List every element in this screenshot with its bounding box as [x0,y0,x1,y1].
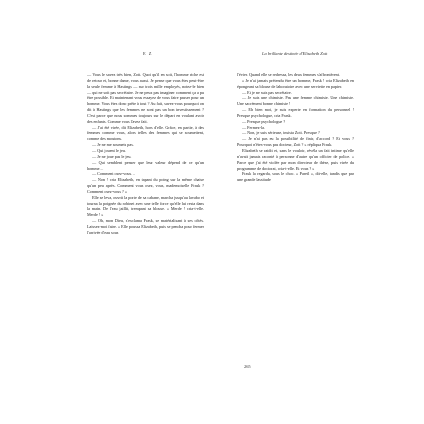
paragraph: — Oh, mon Dieu, s'exclama Frask, se matérialisant à ses côtés. Laissez-moi faire. » Elle poussa Elizabeth, puis se pencha pour fermer l'arrivée d'eau sous [87,218,204,235]
paragraph: Elizabeth se raidit et, sans le vouloir, révéla un fait intime qu'elle n'avait jamais raconté à personne d'autre qu'un officier de police. « Parce que j'ai été violée par mon directeur de thèse, puis virée du programme de doctorat, cria-t-elle. Et vous ? » [237,147,354,171]
paragraph: — J'ai été virée, dit Elizabeth, hors d'elle. Grâce, en partie, à des femmes comme vous, alors telles des femmes qui se soumettent, comme des moutons. [87,124,204,142]
paragraph: — Non ! cria Elizabeth, en tapant du poing sur la même chaise qu'un peu après. Comment vous osez, vous, mademoiselle Frask ? Comment osez-vous ? » [87,177,204,194]
paragraph: — Vous le savez très bien, Zott. Quoi qu'il en soit, l'homme riche est de retour et, bonne dame, vous aussi. Je pense que vous êtes peut-être la seule femme à Hastings — sur trois mille employés, notez-le bien — qui ne soit pas secrétaire. Je ne peux pas imaginer comment ça a pu être possible. Et maintenant vous essayez de vous faire passer pour un homme. Vous êtes donc prête à tout ? Au fait, savez-vous pourquoi on dit à Hastings que les femmes ne sont pas un bon investissement ? C'est parce que nous sommes toujours sur le départ en voulant avoir des enfants. Comme vous l'avez fait. [87,72,204,124]
paragraph: Frask la regarda, sous le choc. « Pareil », dit-elle, tandis que par une grande lassitude [237,171,354,183]
paragraph: — Eh bien moi, je suis experte en formation du personnel ! Presque psychologue, cria Frask. [237,107,354,118]
paragraph: — Qui semblent penser que leur valeur dépend de ce qu'un homme… [87,159,204,171]
right-column [237,72,354,183]
paragraph: Elle se leva, ouvrit la porte de sa cabane, marcha jusqu'au lavabo et tourna la poignée du robinet avec une telle force qu'elle lui resta dans la main. De l'eau jaillit, trempant sa blouse. « Merde ! cria-t-elle. Merde ! » [87,194,204,218]
page-number: 265 [244,364,251,369]
paragraph: — Comment osez-vous… [92,171,136,177]
paragraph: — Je n'ai pas eu la possibilité de finir, d'accord ? Et vous ? Pourquoi n'êtes-vous pas docteur, Zott ? » répliqua Frask. [237,136,354,148]
paragraph: — Qui jouent le jeu. [92,147,126,153]
left-column [87,72,204,236]
running-head-left: E Z [143,51,153,56]
paragraph: — Je suis une chimiste. Pas une femme chimiste. Une chimiste. Une sacrément bonne chimiste ! [237,95,354,107]
paragraph: — Non, je suis sérieuse, insista Zott. Presque ? [242,130,320,136]
paragraph: — Presque psychologue ? [242,118,286,124]
paragraph: — Fermez-la. [242,124,265,130]
paragraph: — Et je ne suis pas secrétaire. [242,89,292,95]
running-head-right: La brillante destinée d'Elisabeth Zott [262,51,328,56]
paragraph: — Je ne joue pas le jeu. [92,153,132,159]
paragraph: « Je n'ai jamais prétendu être un homme, Frask ! cria Elizabeth en épongeant sa blouse de laboratoire avec une serviette en papier. [237,77,354,89]
paragraph: — Je ne me soumets pas. [92,142,134,148]
paragraph: l'évier. Quand elle se redressa, les deux femmes s'affrontèrent. [237,72,340,77]
